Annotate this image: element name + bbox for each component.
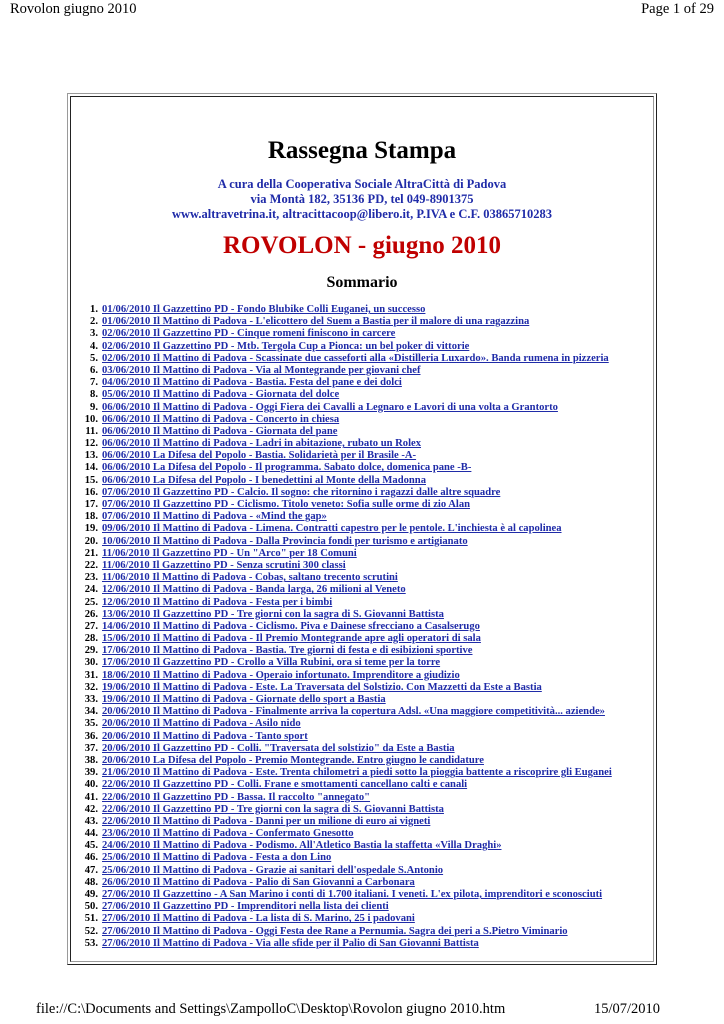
toc-item-link[interactable]: 22/06/2010 Il Gazzettino PD - Tre giorni con la sagra di S. Giovanni Battista bbox=[102, 803, 444, 815]
toc-item-number: 51. bbox=[84, 913, 98, 925]
toc-item-link[interactable]: 07/06/2010 Il Gazzettino PD - Calcio. Il sogno: che ritornino i ragazzi dalle altre squadre bbox=[102, 486, 501, 498]
toc-item-link[interactable]: 02/06/2010 Il Gazzettino PD - Mtb. Tergola Cup a Pionca: un bel poker di vittorie bbox=[102, 340, 470, 352]
print-footer-path: file://C:\Documents and Settings\ZampolloC\Desktop\Rovolon giugno 2010.htm bbox=[36, 1001, 506, 1017]
toc-item bbox=[70, 633, 660, 645]
toc-item-link[interactable]: 05/06/2010 Il Mattino di Padova - Giornata del dolce bbox=[102, 389, 340, 401]
toc-item-link[interactable]: 10/06/2010 Il Mattino di Padova - Dalla Provincia fondi per turismo e artigianato bbox=[102, 535, 468, 547]
toc-item-link[interactable]: 17/06/2010 Il Mattino di Padova - Bastia. Tre giorni di festa e di esibizioni sportive bbox=[102, 645, 473, 657]
toc-item-number: 5. bbox=[90, 352, 98, 364]
toc-item-number: 25. bbox=[84, 596, 98, 608]
toc-item-number: 8. bbox=[90, 389, 98, 401]
toc-item-number: 38. bbox=[84, 754, 98, 766]
toc-item-number: 12. bbox=[84, 438, 98, 450]
toc-item-link[interactable]: 06/06/2010 La Difesa del Popolo - I benedettini al Monte della Madonna bbox=[102, 474, 426, 486]
toc-item-link[interactable]: 01/06/2010 Il Gazzettino PD - Fondo Blubike Colli Euganei, un successo bbox=[102, 304, 426, 315]
toc-item-link[interactable]: 19/06/2010 Il Mattino di Padova - Giornate dello sport a Bastia bbox=[102, 694, 386, 705]
toc-item bbox=[70, 731, 660, 743]
toc-item bbox=[70, 621, 660, 633]
toc-item bbox=[70, 804, 660, 816]
toc-item bbox=[70, 718, 660, 730]
toc-item bbox=[70, 365, 660, 377]
toc-item-link[interactable]: 27/06/2010 Il Mattino di Padova - Via alle sfide per il Palio di San Giovanni Battista bbox=[102, 937, 479, 949]
toc-item-link[interactable]: 27/06/2010 Il Gazzettino - A San Marino i conti di 1.700 italiani. I veneti. L'ex pilota, imprenditori e sconosciuti bbox=[102, 889, 603, 900]
toc-item-number: 21. bbox=[84, 547, 98, 559]
toc-item-link[interactable]: 23/06/2010 Il Mattino di Padova - Confermato Gnesotto bbox=[102, 828, 354, 840]
toc-item bbox=[70, 597, 660, 609]
toc-item-link[interactable]: 15/06/2010 Il Mattino di Padova - Il Premio Montegrande apre agli operatori di sala bbox=[102, 633, 481, 645]
toc-item-number: 24. bbox=[84, 584, 98, 596]
toc-item-link[interactable]: 11/06/2010 Il Gazzettino PD - Un "Arco" per 18 Comuni bbox=[102, 547, 357, 559]
toc-item-number: 4. bbox=[90, 340, 98, 352]
toc-item-number: 49. bbox=[84, 889, 98, 900]
toc-item-number: 1. bbox=[90, 304, 98, 315]
toc-item-link[interactable]: 20/06/2010 Il Mattino di Padova - Finalmente arriva la copertura Adsl. «Una maggiore competitività... aziende» bbox=[102, 706, 605, 718]
toc-item bbox=[70, 426, 660, 438]
toc-item bbox=[70, 511, 660, 523]
toc-item bbox=[70, 865, 660, 877]
toc-item bbox=[70, 889, 660, 901]
toc-item-number: 32. bbox=[84, 681, 98, 693]
toc-item bbox=[70, 743, 660, 755]
toc-item-link[interactable]: 25/06/2010 Il Mattino di Padova - Grazie ai sanitari dell'ospedale S.Antonio bbox=[102, 864, 444, 876]
toc-item bbox=[70, 475, 660, 487]
toc-item-link[interactable]: 02/06/2010 Il Mattino di Padova - Scassinate due casseforti alla «Distilleria Luxardo». Banda rumena in pizzeria bbox=[102, 352, 609, 364]
toc-item-link[interactable]: 27/06/2010 Il Mattino di Padova - La lista di S. Marino, 25 i padovani bbox=[102, 913, 415, 925]
toc-item-link[interactable]: 25/06/2010 Il Mattino di Padova - Festa a don Lino bbox=[102, 852, 332, 864]
toc-item bbox=[70, 926, 660, 938]
toc-item-number: 42. bbox=[84, 803, 98, 815]
toc-item bbox=[70, 414, 660, 426]
toc-item bbox=[70, 328, 660, 340]
toc-item-number: 30. bbox=[84, 657, 98, 669]
toc-item bbox=[70, 682, 660, 694]
toc-item bbox=[70, 852, 660, 864]
toc-item-number: 43. bbox=[84, 815, 98, 827]
toc-item-number: 39. bbox=[84, 767, 98, 779]
toc-item-number: 15. bbox=[84, 474, 98, 486]
toc-item-link[interactable]: 12/06/2010 Il Mattino di Padova - Festa per i bimbi bbox=[102, 596, 333, 608]
toc-item bbox=[70, 901, 660, 913]
toc-item-link[interactable]: 11/06/2010 Il Gazzettino PD - Senza scrutini 300 classi bbox=[102, 559, 346, 571]
toc-item-number: 11. bbox=[85, 425, 98, 437]
toc-item-link[interactable]: 06/06/2010 Il Mattino di Padova - Oggi Fiera dei Cavalli a Legnaro e Lavori di una volta a Grantorto bbox=[102, 401, 558, 413]
toc-item-link[interactable]: 18/06/2010 Il Mattino di Padova - Operaio infortunato. Imprenditore a giudizio bbox=[102, 669, 460, 681]
toc-item-number: 7. bbox=[90, 377, 98, 389]
document-title: Rassegna Stampa bbox=[267, 137, 457, 164]
toc-item bbox=[70, 694, 660, 706]
toc-item-number: 53. bbox=[84, 937, 98, 949]
toc-item-number: 50. bbox=[84, 901, 98, 913]
toc-item-number: 41. bbox=[84, 791, 98, 803]
toc-item bbox=[70, 523, 660, 535]
toc-item-number: 33. bbox=[84, 694, 98, 705]
toc-item-link[interactable]: 03/06/2010 Il Mattino di Padova - Via al Montegrande per giovani chef bbox=[102, 364, 421, 376]
toc-item bbox=[70, 670, 660, 682]
toc-item bbox=[70, 645, 660, 657]
toc-item-link[interactable]: 09/06/2010 Il Mattino di Padova - Limena. Contratti capestro per le pentole. L'inchiesta è al capolinea bbox=[102, 523, 562, 535]
toc-item bbox=[70, 402, 660, 414]
toc-item bbox=[70, 536, 660, 548]
toc-item-link[interactable]: 27/06/2010 Il Mattino di Padova - Oggi Festa dee Rane a Pernumia. Sagra dei peri a S.Pietro Viminario bbox=[102, 925, 568, 937]
toc-item-link[interactable]: 06/06/2010 La Difesa del Popolo - Il programma. Sabato dolce, domenica pane -B- bbox=[102, 462, 472, 474]
print-footer-date: 15/07/2010 bbox=[593, 1001, 660, 1017]
toc-item-link[interactable]: 06/06/2010 Il Mattino di Padova - Giornata del pane bbox=[102, 425, 338, 437]
toc-item-number: 34. bbox=[84, 706, 98, 718]
toc-item-number: 16. bbox=[84, 486, 98, 498]
toc-item bbox=[70, 767, 660, 779]
toc-item-link[interactable]: 13/06/2010 Il Gazzettino PD - Tre giorni con la sagra di S. Giovanni Battista bbox=[102, 608, 444, 620]
toc-item-number: 27. bbox=[84, 620, 98, 632]
toc-item bbox=[70, 938, 660, 950]
toc-item-number: 47. bbox=[84, 864, 98, 876]
toc-item-number: 31. bbox=[84, 669, 98, 681]
toc-item-link[interactable]: 22/06/2010 Il Mattino di Padova - Danni per un milione di euro ai vigneti bbox=[102, 815, 431, 827]
toc-item-number: 3. bbox=[90, 328, 98, 340]
toc-item bbox=[70, 840, 660, 852]
toc-item-number: 40. bbox=[84, 779, 98, 791]
toc-item bbox=[70, 450, 660, 462]
toc-item-link[interactable]: 20/06/2010 Il Mattino di Padova - Tanto sport bbox=[102, 730, 308, 742]
toc-item bbox=[70, 316, 660, 328]
toc-item-number: 9. bbox=[90, 401, 98, 413]
sommario-heading: Sommario bbox=[326, 274, 398, 291]
org-address: via Montà 182, 35136 PD, tel 049-8901375 bbox=[250, 192, 474, 206]
toc-item-number: 35. bbox=[84, 718, 98, 730]
toc-item-number: 36. bbox=[84, 730, 98, 742]
toc-item-number: 10. bbox=[84, 413, 98, 425]
toc-item bbox=[70, 341, 660, 353]
toc-item-number: 48. bbox=[84, 876, 98, 888]
toc-item bbox=[70, 304, 660, 316]
toc-item-link[interactable]: 24/06/2010 Il Mattino di Padova - Podismo. All'Atletico Bastia la staffetta «Villa Draghi» bbox=[102, 840, 502, 852]
toc-item bbox=[70, 657, 660, 669]
toc-item-number: 52. bbox=[84, 925, 98, 937]
toc-item-link[interactable]: 17/06/2010 Il Gazzettino PD - Crollo a Villa Rubini, ora si teme per la torre bbox=[102, 657, 441, 669]
toc-item bbox=[70, 389, 660, 401]
toc-list bbox=[70, 304, 660, 950]
toc-item bbox=[70, 584, 660, 596]
toc-item bbox=[70, 816, 660, 828]
toc-item-number: 29. bbox=[84, 645, 98, 657]
toc-item-link[interactable]: 19/06/2010 Il Mattino di Padova - Este. La Traversata del Solstizio. Con Mazzetti da Este a Bastia bbox=[102, 681, 542, 693]
toc-item bbox=[70, 487, 660, 499]
toc-item-link[interactable]: 07/06/2010 Il Mattino di Padova - «Mind the gap» bbox=[102, 511, 327, 523]
toc-item bbox=[70, 913, 660, 925]
toc-item-link[interactable]: 20/06/2010 La Difesa del Popolo - Premio Montegrande. Entro giugno le candidature bbox=[102, 754, 484, 766]
org-name: A cura della Cooperativa Sociale AltraCittà di Padova bbox=[217, 177, 507, 191]
toc-item bbox=[70, 572, 660, 584]
toc-item bbox=[70, 377, 660, 389]
toc-item-number: 45. bbox=[84, 840, 98, 852]
toc-item-link[interactable]: 06/06/2010 La Difesa del Popolo - Bastia. Solidarietà per il Brasile -A- bbox=[102, 450, 417, 462]
toc-item-link[interactable]: 20/06/2010 Il Gazzettino PD - Colli. "Traversata del solstizio" da Este a Bastia bbox=[102, 742, 455, 754]
toc-item-number: 23. bbox=[84, 572, 98, 584]
toc-item bbox=[70, 462, 660, 474]
toc-item bbox=[70, 560, 660, 572]
org-contacts: www.altravetrina.it, altracittacoop@libero.it, P.IVA e C.F. 03865710283 bbox=[172, 207, 552, 221]
toc-item bbox=[70, 499, 660, 511]
toc-item-number: 22. bbox=[84, 559, 98, 571]
toc-item-link[interactable]: 20/06/2010 Il Mattino di Padova - Asilo nido bbox=[102, 718, 301, 730]
toc-item-link[interactable]: 11/06/2010 Il Mattino di Padova - Cobas, saltano trecento scrutini bbox=[102, 572, 398, 584]
toc-item-number: 28. bbox=[84, 633, 98, 645]
toc-item bbox=[70, 609, 660, 621]
toc-item-link[interactable]: 21/06/2010 Il Mattino di Padova - Este. Trenta chilometri a piedi sotto la pioggia battente a riscoprire gli Euganei bbox=[102, 767, 612, 779]
toc-item bbox=[70, 755, 660, 767]
toc-item bbox=[70, 706, 660, 718]
toc-item bbox=[70, 438, 660, 450]
print-header-page: Page 1 of 29 bbox=[641, 1, 714, 17]
toc-item-link[interactable]: 14/06/2010 Il Mattino di Padova - Ciclismo. Piva e Dainese sfrecciano a Casalserugo bbox=[102, 620, 480, 632]
toc-item-number: 44. bbox=[84, 828, 98, 840]
toc-item-number: 37. bbox=[84, 742, 98, 754]
toc-item-link[interactable]: 22/06/2010 Il Gazzettino PD - Colli. Frane e smottamenti cancellano calti e canali bbox=[102, 779, 468, 791]
toc-item-number: 20. bbox=[84, 535, 98, 547]
document-subtitle: ROVOLON - giugno 2010 bbox=[222, 232, 501, 259]
toc-item-number: 19. bbox=[84, 523, 98, 535]
toc-item-number: 26. bbox=[84, 608, 98, 620]
print-header-title: Rovolon giugno 2010 bbox=[10, 1, 137, 17]
toc-item bbox=[70, 353, 660, 365]
toc-item-link[interactable]: 22/06/2010 Il Gazzettino PD - Bassa. Il raccolto "annegato" bbox=[102, 791, 371, 803]
toc-item-link[interactable]: 04/06/2010 Il Mattino di Padova - Bastia. Festa del pane e dei dolci bbox=[102, 377, 402, 389]
toc-item bbox=[70, 828, 660, 840]
toc-item bbox=[70, 548, 660, 560]
toc-item-link[interactable]: 27/06/2010 Il Gazzettino PD - Imprenditori nella lista dei clienti bbox=[102, 901, 389, 913]
toc-item-link[interactable]: 12/06/2010 Il Mattino di Padova - Banda larga, 26 milioni al Veneto bbox=[102, 584, 406, 596]
toc-item-link[interactable]: 06/06/2010 Il Mattino di Padova - Concerto in chiesa bbox=[102, 413, 340, 425]
toc-item-number: 17. bbox=[84, 499, 98, 510]
toc-item bbox=[70, 779, 660, 791]
toc-item-number: 14. bbox=[84, 462, 98, 474]
toc-item bbox=[70, 792, 660, 804]
toc-item-number: 2. bbox=[90, 316, 98, 328]
toc-item-number: 46. bbox=[84, 852, 98, 864]
toc-item-link[interactable]: 01/06/2010 Il Mattino di Padova - L'elicottero del Suem a Bastia per il malore di una ragazzina bbox=[102, 316, 530, 328]
toc-item bbox=[70, 877, 660, 889]
toc-item-link[interactable]: 26/06/2010 Il Mattino di Padova - Palio di San Giovanni a Carbonara bbox=[102, 876, 415, 888]
toc-item-link[interactable]: 07/06/2010 Il Gazzettino PD - Ciclismo. Titolo veneto: Sofia sulle orme di zio Alan bbox=[102, 499, 471, 510]
toc-item-number: 18. bbox=[84, 511, 98, 523]
toc-item-link[interactable]: 02/06/2010 Il Gazzettino PD - Cinque romeni finiscono in carcere bbox=[102, 328, 396, 340]
toc-item-link[interactable]: 06/06/2010 Il Mattino di Padova - Ladri in abitazione, rubato un Rolex bbox=[102, 438, 422, 450]
toc-item-number: 13. bbox=[84, 450, 98, 462]
toc-item-number: 6. bbox=[90, 364, 98, 376]
